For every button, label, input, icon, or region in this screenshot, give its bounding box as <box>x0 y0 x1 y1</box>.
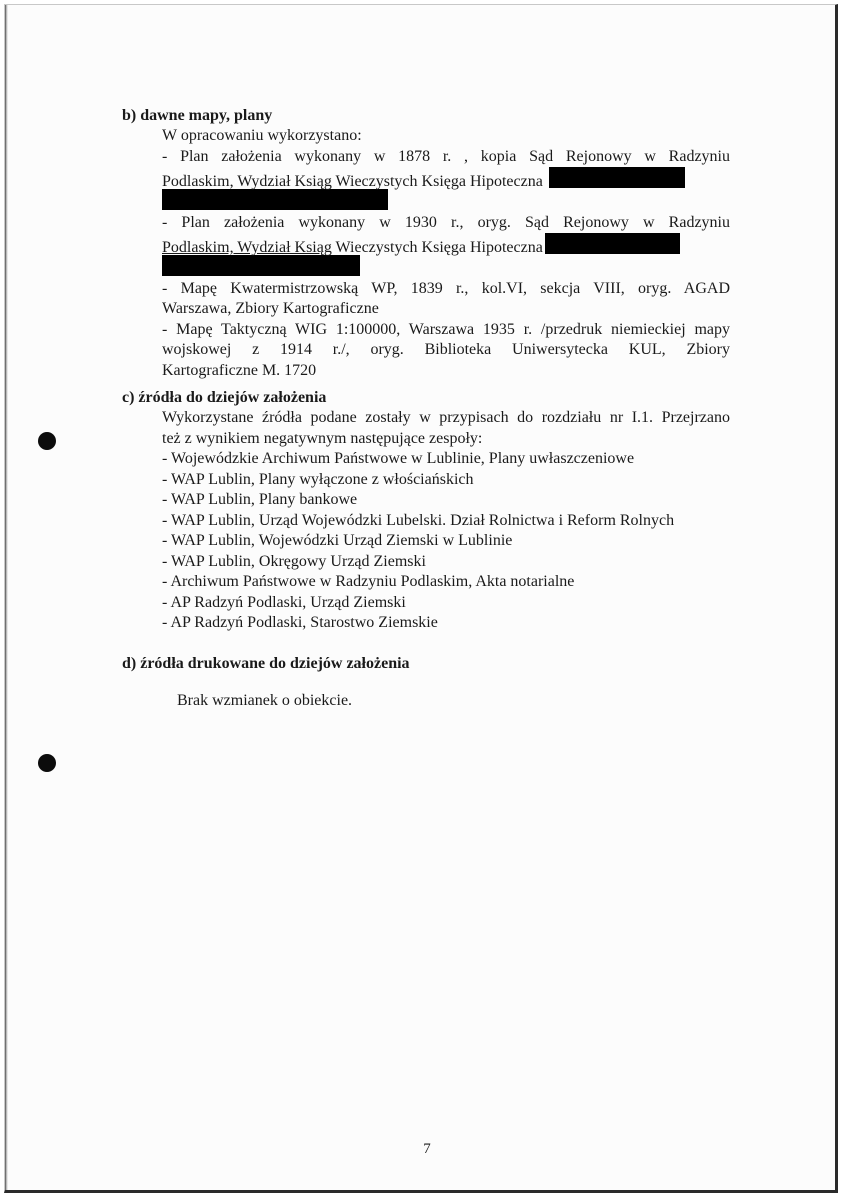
list-item: - WAP Lublin, Plany bankowe <box>162 491 358 508</box>
map-item-2-underlined: Podlaskim, Wydział Ksiąg <box>162 239 332 256</box>
list-item: - AP Radzyń Podlaski, Urząd Ziemski <box>162 593 406 611</box>
map-item-1-text: Podlaskim, Wydział Ksiąg Wieczystych Księga Hipoteczna <box>162 173 543 190</box>
list-item: - Archiwum Państwowe w Radzyniu Podlaskim, Akta notarialne <box>162 573 575 590</box>
punch-hole-lower <box>38 754 56 772</box>
list-item: - WAP Lublin, Urząd Wojewódzki Lubelski. Dział Rolnictwa i Reform Rolnych <box>162 511 675 529</box>
map-item-3-line-1: - Mapę Kwatermistrzowską WP, 1839 r., kol.VI, sekcja VIII, oryg. AGAD <box>162 279 730 297</box>
page-edge-shadow <box>5 5 8 1190</box>
section-b-heading: b) dawne mapy, plany <box>122 107 273 124</box>
section-b-body <box>162 126 730 381</box>
redaction-bar <box>162 189 388 210</box>
redaction-bar <box>545 233 680 254</box>
map-item-3-line-2: Warszawa, Zbiory Kartograficzne <box>162 300 379 317</box>
map-item-4-line-1: - Mapę Taktyczną WIG 1:100000, Warszawa 1935 r. /przedruk niemieckiej mapy <box>162 320 730 338</box>
section-c-para-line-2: też z wynikiem negatywnym następujące zespoły: <box>162 429 483 447</box>
section-c-para-line-1: Wykorzystane źródła podane zostały w przypisach do rozdziału nr I.1. Przejrzano <box>162 409 730 426</box>
list-item: - AP Radzyń Podlaski, Starostwo Ziemskie <box>162 614 438 631</box>
section-d-text: Brak wzmianek o obiekcie. <box>177 692 353 709</box>
map-item-2-text: Wieczystych Księga Hipoteczna <box>331 239 543 256</box>
document-page <box>4 4 838 1193</box>
redaction-bar <box>162 255 360 276</box>
punch-hole-upper <box>38 432 56 450</box>
section-d-body <box>177 691 745 712</box>
page-number: 7 <box>423 1141 431 1157</box>
list-item: - WAP Lublin, Okręgowy Urząd Ziemski <box>162 552 426 570</box>
map-item-1-line-1: - Plan założenia wykonany w 1878 r. , kopia Sąd Rejonowy w Radzyniu <box>162 147 730 165</box>
list-item: - WAP Lublin, Wojewódzki Urząd Ziemski w Lublinie <box>162 532 513 549</box>
list-item: - Wojewódzkie Archiwum Państwowe w Lublinie, Plany uwłaszczeniowe <box>162 450 635 467</box>
section-d-heading: d) źródła drukowane do dziejów założenia <box>122 655 410 672</box>
section-b-intro: W opracowaniu wykorzystano: <box>162 127 362 144</box>
redaction-bar <box>549 167 685 188</box>
map-item-2-line-1: - Plan założenia wykonany w 1930 r., oryg. Sąd Rejonowy w Radzyniu <box>162 213 730 231</box>
map-item-1-line-2 <box>162 167 730 188</box>
map-item-4-line-2: wojskowej z 1914 r./, oryg. Biblioteka Uniwersytecka KUL, Zbiory <box>162 341 730 358</box>
section-c-body <box>162 408 730 634</box>
list-item: - WAP Lublin, Plany wyłączone z włościańskich <box>162 470 474 488</box>
map-item-4-line-3: Kartograficzne M. 1720 <box>162 361 317 379</box>
map-item-2-line-2 <box>162 233 730 254</box>
section-c-heading: c) źródła do dziejów założenia <box>122 389 327 406</box>
